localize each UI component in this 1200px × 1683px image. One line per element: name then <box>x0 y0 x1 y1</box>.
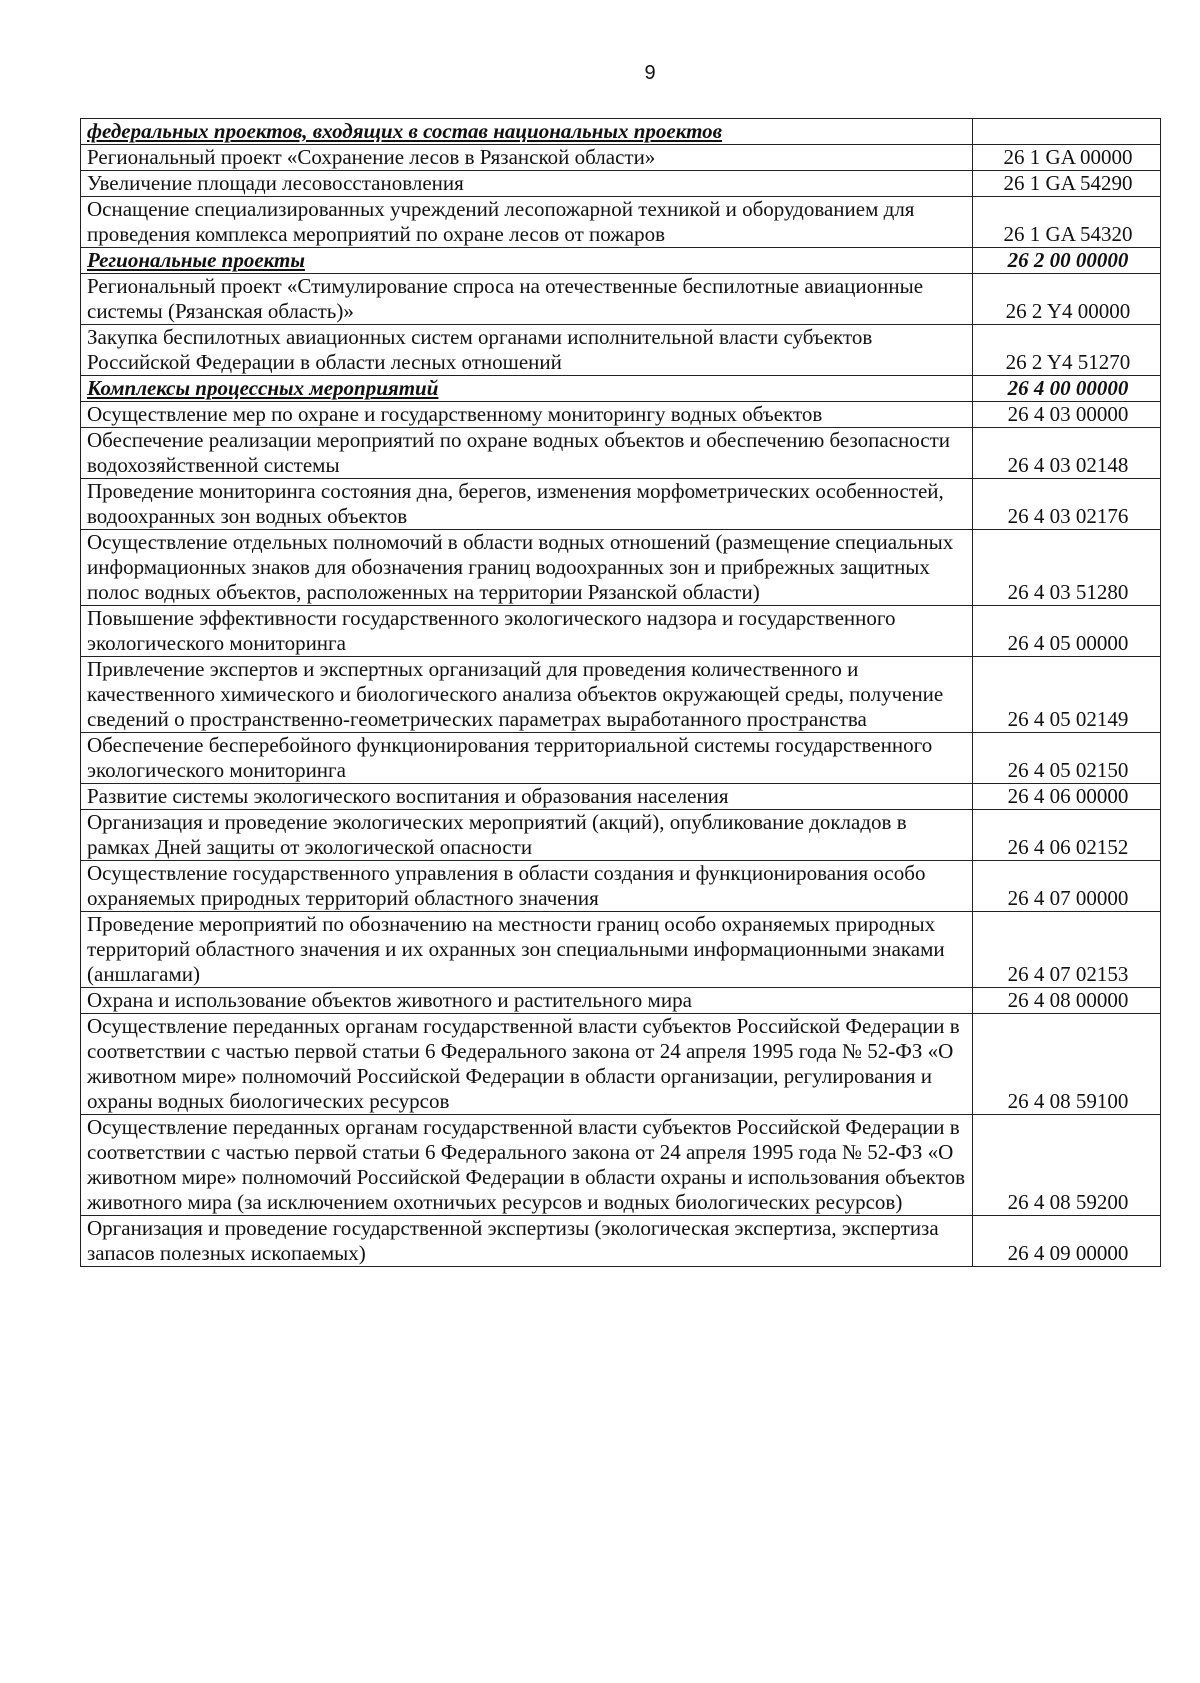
row-code: 26 4 07 00000 <box>973 861 1161 912</box>
section-row <box>81 376 1161 402</box>
row-description: Обеспечение бесперебойного функционирования территориальной системы государственного экологического мониторинга <box>81 733 973 784</box>
row-description: Обеспечение реализации мероприятий по охране водных объектов и обеспечению безопасности водохозяйственной системы <box>81 428 973 479</box>
row-code: 26 4 08 00000 <box>973 988 1161 1014</box>
row-description: Повышение эффективности государственного экологического надзора и государственного экологического мониторинга <box>81 606 973 657</box>
row-code: 26 4 03 00000 <box>973 402 1161 428</box>
row-description: Организация и проведение государственной экспертизы (экологическая экспертиза, экспертиза запасов полезных ископаемых) <box>81 1216 973 1267</box>
row-description: Организация и проведение экологических мероприятий (акций), опубликование докладов в рамках Дней защиты от экологической опасности <box>81 810 973 861</box>
table-row <box>81 1014 1161 1115</box>
row-code: 26 4 03 02176 <box>973 479 1161 530</box>
row-description: Осуществление мер по охране и государственному мониторингу водных объектов <box>81 402 973 428</box>
section-row <box>81 119 1161 145</box>
table-row <box>81 428 1161 479</box>
table-row <box>81 197 1161 248</box>
table-row <box>81 810 1161 861</box>
table-row <box>81 1216 1161 1267</box>
row-description: Охрана и использование объектов животного и растительного мира <box>81 988 973 1014</box>
row-code: 26 2 Y4 00000 <box>973 274 1161 325</box>
row-code: 26 4 05 02150 <box>973 733 1161 784</box>
row-description: Осуществление переданных органам государственной власти субъектов Российской Федерации в соответствии с частью первой статьи 6 Федерального закона от 24 апреля 1995 года № 52-ФЗ «О животном мире» полномочий Российской Федерации в области организации, регулирования и охраны водных биологических ресурсов <box>81 1014 973 1115</box>
row-description: Оснащение специализированных учреждений лесопожарной техникой и оборудованием для проведения комплекса мероприятий по охране лесов от пожаров <box>81 197 973 248</box>
row-description: Проведение мониторинга состояния дна, берегов, изменения морфометрических особенностей, водоохранных зон водных объектов <box>81 479 973 530</box>
row-code: 26 4 09 00000 <box>973 1216 1161 1267</box>
row-code: 26 4 08 59100 <box>973 1014 1161 1115</box>
row-description: Осуществление переданных органам государственной власти субъектов Российской Федерации в соответствии с частью первой статьи 6 Федерального закона от 24 апреля 1995 года № 52-ФЗ «О животном мире» полномочий Российской Федерации в области охраны и использования объектов животного мира (за исключением охотничьих ресурсов и водных биологических ресурсов) <box>81 1115 973 1216</box>
table-row <box>81 325 1161 376</box>
row-description: федеральных проектов, входящих в состав национальных проектов <box>81 119 973 145</box>
section-row <box>81 248 1161 274</box>
table-row <box>81 530 1161 606</box>
row-code <box>973 119 1161 145</box>
row-description: Проведение мероприятий по обозначению на местности границ особо охраняемых природных территорий областного значения и их охранных зон специальными информационными знаками (аншлагами) <box>81 912 973 988</box>
table-row <box>81 1115 1161 1216</box>
table-row <box>81 479 1161 530</box>
row-code: 26 4 07 02153 <box>973 912 1161 988</box>
page-number: 9 <box>644 62 656 84</box>
row-code: 26 4 05 00000 <box>973 606 1161 657</box>
row-code: 26 2 Y4 51270 <box>973 325 1161 376</box>
row-description: Региональные проекты <box>81 248 973 274</box>
table-row <box>81 145 1161 171</box>
row-description: Развитие системы экологического воспитания и образования населения <box>81 784 973 810</box>
row-code: 26 1 GA 54320 <box>973 197 1161 248</box>
table-body <box>81 119 1161 1267</box>
row-code: 26 4 03 51280 <box>973 530 1161 606</box>
table-row <box>81 657 1161 733</box>
row-description: Региональный проект «Сохранение лесов в Рязанской области» <box>81 145 973 171</box>
table-row <box>81 733 1161 784</box>
row-code: 26 4 08 59200 <box>973 1115 1161 1216</box>
row-description: Увеличение площади лесовосстановления <box>81 171 973 197</box>
row-description: Привлечение экспертов и экспертных организаций для проведения количественного и качественного химического и биологического анализа объектов окружающей среды, получение сведений о пространственно-геометрических параметрах выработанного пространства <box>81 657 973 733</box>
row-description: Закупка беспилотных авиационных систем органами исполнительной власти субъектов Российской Федерации в области лесных отношений <box>81 325 973 376</box>
row-code: 26 4 00 00000 <box>973 376 1161 402</box>
table-row <box>81 171 1161 197</box>
table-row <box>81 402 1161 428</box>
table-row <box>81 988 1161 1014</box>
table-row <box>81 912 1161 988</box>
row-description: Осуществление государственного управления в области создания и функционирования особо охраняемых природных территорий областного значения <box>81 861 973 912</box>
row-code: 26 4 05 02149 <box>973 657 1161 733</box>
row-code: 26 4 03 02148 <box>973 428 1161 479</box>
row-description: Региональный проект «Стимулирование спроса на отечественные беспилотные авиационные системы (Рязанская область)» <box>81 274 973 325</box>
row-code: 26 4 06 00000 <box>973 784 1161 810</box>
budget-classification-table <box>80 118 1161 1267</box>
row-code: 26 4 06 02152 <box>973 810 1161 861</box>
row-code: 26 1 GA 00000 <box>973 145 1161 171</box>
table-row <box>81 784 1161 810</box>
table-row <box>81 861 1161 912</box>
row-description: Комплексы процессных мероприятий <box>81 376 973 402</box>
table-row <box>81 274 1161 325</box>
table-row <box>81 606 1161 657</box>
row-code: 26 2 00 00000 <box>973 248 1161 274</box>
row-code: 26 1 GA 54290 <box>973 171 1161 197</box>
row-description: Осуществление отдельных полномочий в области водных отношений (размещение специальных информационных знаков для обозначения границ водоохранных зон и прибрежных защитных полос водных объектов, расположенных на территории Рязанской области) <box>81 530 973 606</box>
